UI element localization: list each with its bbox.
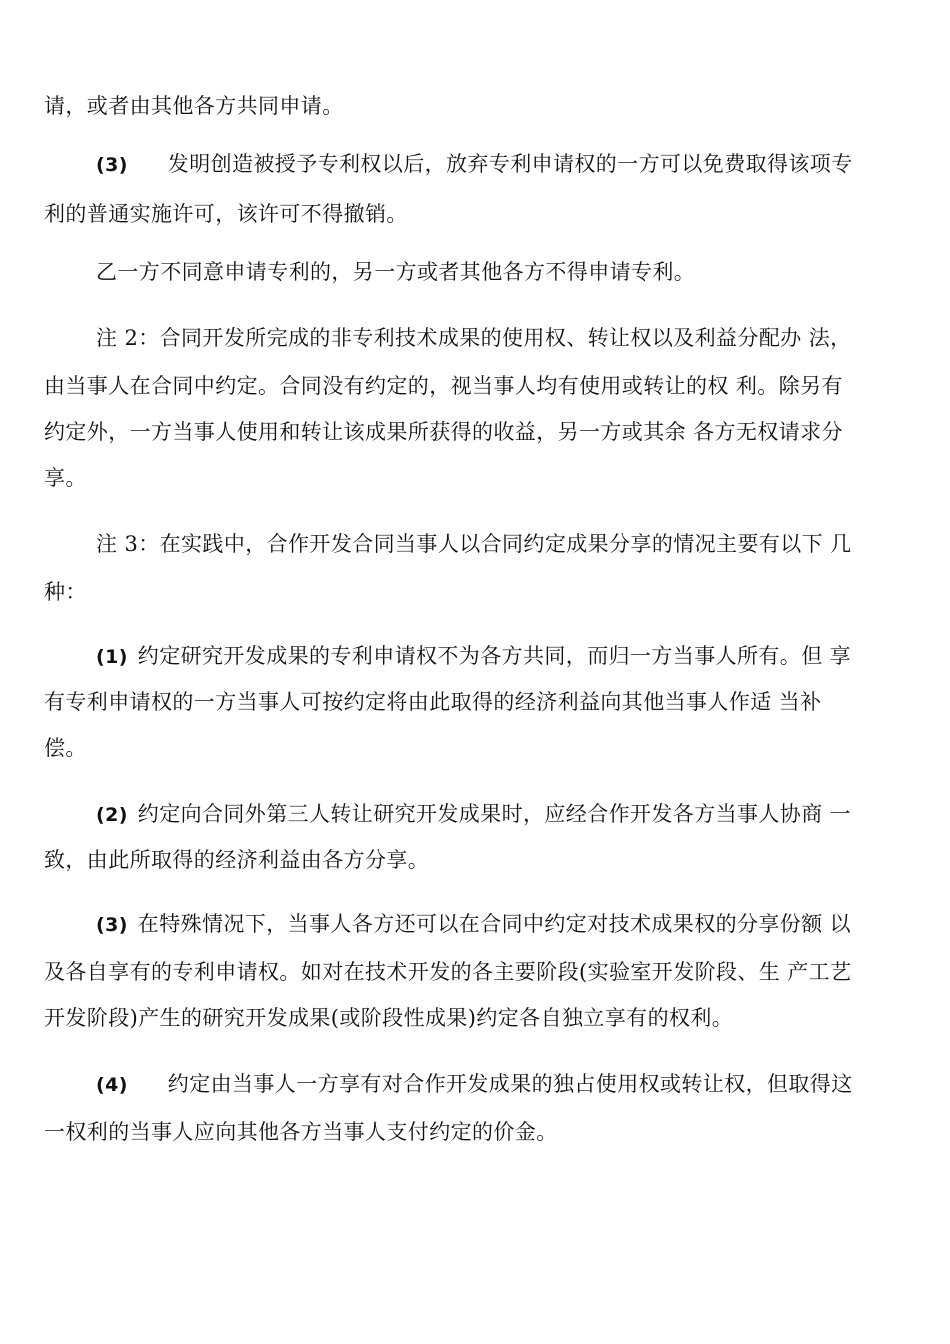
text-line bbox=[44, 1004, 733, 1032]
line-text: 有专利申请权的一方当事人可按约定将由此取得的经济利益向其他当事人作适 当补 bbox=[44, 690, 822, 714]
text-line bbox=[96, 150, 853, 179]
line-text: 致，由此所取得的经济利益由各方分享。 bbox=[44, 848, 430, 872]
item-number: (3) bbox=[96, 154, 128, 176]
text-line bbox=[96, 530, 852, 558]
text-line bbox=[44, 1118, 558, 1146]
text-line bbox=[96, 324, 852, 352]
item-number: (4) bbox=[96, 1074, 128, 1096]
line-text: 在特殊情况下，当事人各方还可以在合同中约定对技术成果权的分享份额 以 bbox=[137, 912, 852, 936]
text-line bbox=[44, 464, 87, 492]
text-line bbox=[44, 200, 408, 228]
text-line bbox=[96, 642, 851, 671]
line-text: 注 2：合同开发所完成的非专利技术成果的使用权、转让权以及利益分配办 法， bbox=[96, 326, 852, 350]
line-text: 由当事人在合同中约定。合同没有约定的，视当事人均有使用或转让的权 利。除另有 bbox=[44, 374, 843, 398]
line-text: 开发阶段)产生的研究开发成果(或阶段性成果)约定各自独立享有的权利。 bbox=[44, 1006, 734, 1030]
line-text: 乙一方不同意申请专利的，另一方或者其他各方不得申请专利。 bbox=[96, 260, 696, 284]
text-line bbox=[44, 958, 851, 986]
text-line bbox=[44, 92, 344, 120]
text-line bbox=[44, 734, 87, 762]
text-line bbox=[44, 688, 821, 716]
text-line bbox=[44, 372, 843, 400]
line-text: 种： bbox=[44, 580, 87, 604]
line-text: 发明创造被授予专利权以后，放弃专利申请权的一方可以免费取得该项专 bbox=[167, 152, 853, 176]
line-text: 偿。 bbox=[44, 736, 87, 760]
line-text: 及各自享有的专利申请权。如对在技术开发的各主要阶段(实验室开发阶段、生 产工艺 bbox=[44, 960, 852, 984]
text-line bbox=[44, 846, 429, 874]
item-number: (2) bbox=[96, 804, 128, 826]
text-line bbox=[44, 578, 87, 606]
line-text: 约定由当事人一方享有对合作开发成果的独占使用权或转让权，但取得这 bbox=[167, 1072, 853, 1096]
line-text: 请，或者由其他各方共同申请。 bbox=[44, 94, 344, 118]
text-line bbox=[96, 258, 695, 286]
line-text: 一权利的当事人应向其他各方当事人支付约定的价金。 bbox=[44, 1120, 558, 1144]
line-text: 约定外，一方当事人使用和转让该成果所获得的收益，另一方或其余 各方无权请求分 bbox=[44, 420, 843, 444]
text-line bbox=[96, 1070, 853, 1099]
line-text: 利的普通实施许可，该许可不得撤销。 bbox=[44, 202, 408, 226]
line-text: 享。 bbox=[44, 466, 87, 490]
line-text: 约定向合同外第三人转让研究开发成果时，应经合作开发各方当事人协商 一 bbox=[137, 802, 852, 826]
text-line bbox=[96, 910, 851, 939]
text-line bbox=[96, 800, 851, 829]
item-number: (3) bbox=[96, 914, 128, 936]
item-number: (1) bbox=[96, 646, 128, 668]
line-text: 约定研究开发成果的专利申请权不为各方共同，而归一方当事人所有。但 享 bbox=[137, 644, 852, 668]
line-text: 注 3：在实践中，合作开发合同当事人以合同约定成果分享的情况主要有以下 几 bbox=[96, 532, 852, 556]
text-line bbox=[44, 418, 843, 446]
